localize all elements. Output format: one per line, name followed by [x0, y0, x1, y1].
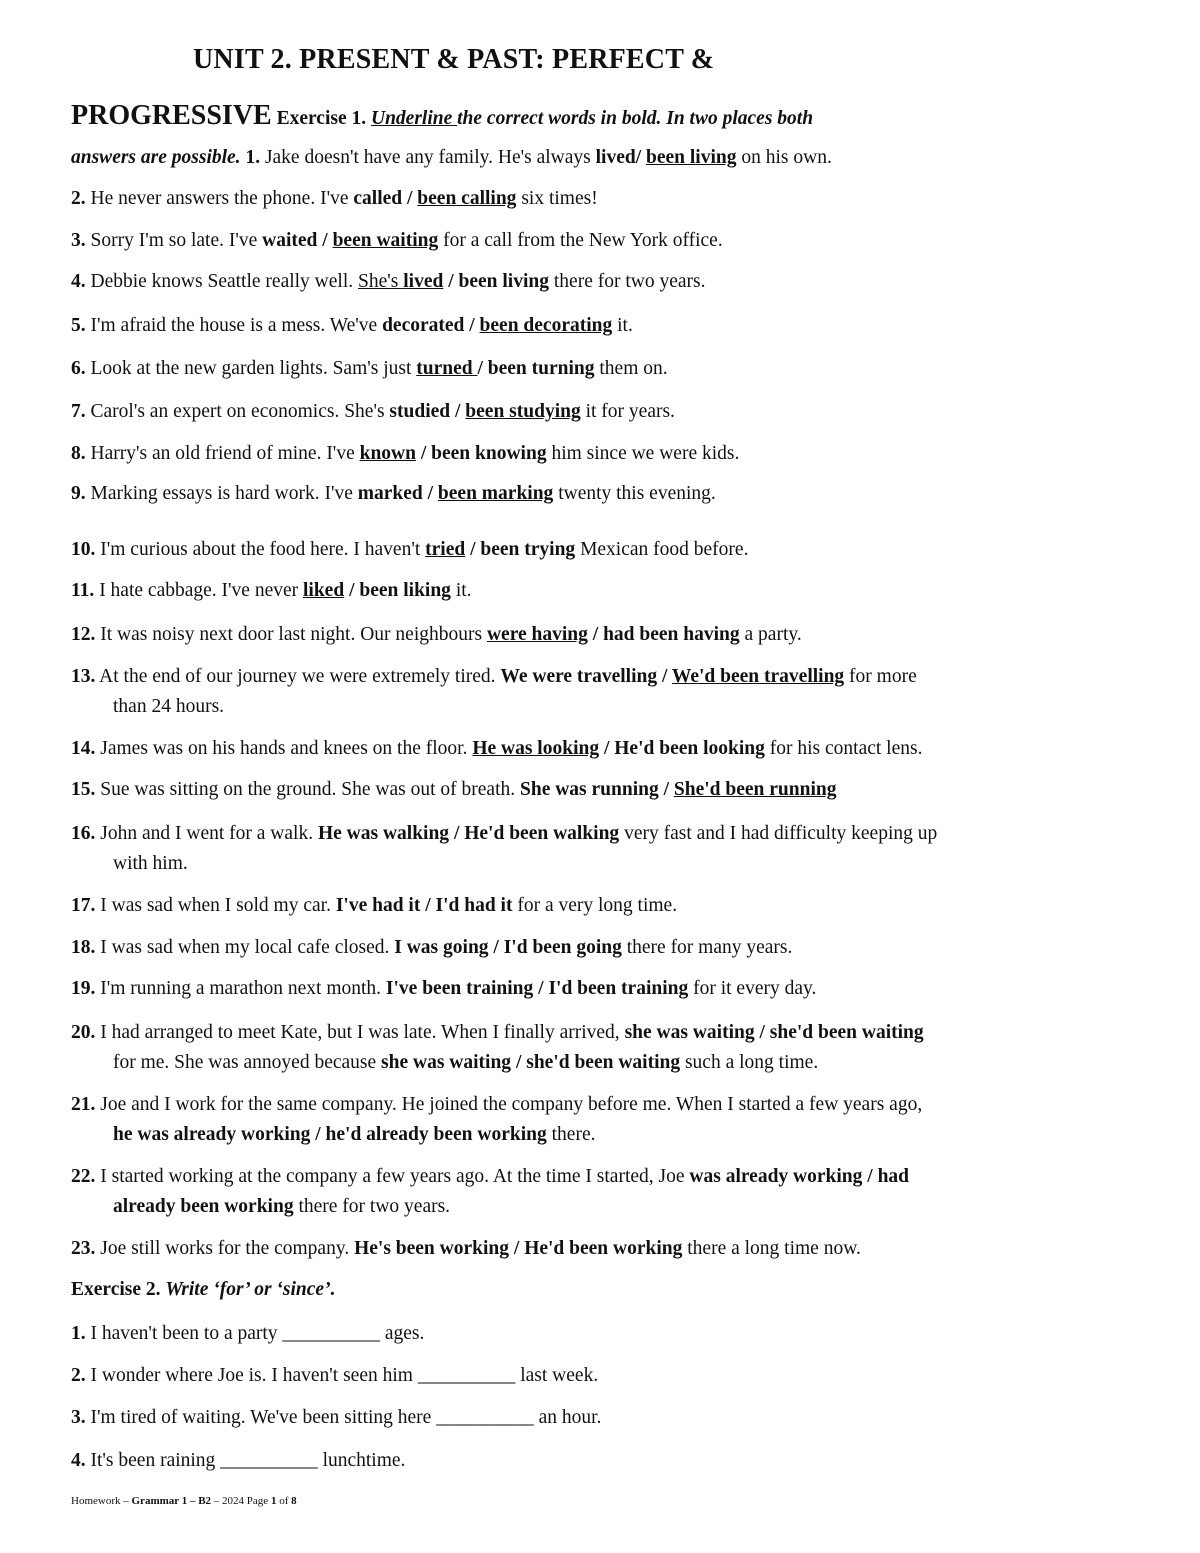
answer-blank[interactable]: __________ [282, 1323, 380, 1344]
item-text: He never answers the phone. I've [85, 188, 354, 209]
option-a: liked [303, 580, 345, 601]
item-number: 20. [71, 1022, 96, 1043]
item-text: there. [546, 1124, 596, 1145]
option-a: waited [262, 230, 318, 251]
exercise1-item-18: 18. I was sad when my local cafe closed. I was going / I'd been going there for many years. [71, 937, 793, 958]
item-number: 22. [71, 1166, 96, 1187]
item-number: 17. [71, 895, 96, 916]
exercise1-item-5: 5. I'm afraid the house is a mess. We've decorated / been decorating it. [71, 315, 633, 336]
item-number: 11. [71, 580, 95, 601]
item-text: James was on his hands and knees on the floor. [95, 738, 473, 759]
exercise2-instruction: Write ‘for’ or ‘since’. [165, 1279, 336, 1300]
footer-text: Homework – [71, 1495, 132, 1507]
exercise1-item-4: 4. Debbie knows Seattle really well. She's lived / been living there for two years. [71, 271, 706, 292]
option-b: been living [458, 271, 549, 292]
exercise1-instruction: the correct words in bold. In two places both [457, 108, 814, 129]
option-a: studied [389, 401, 451, 422]
item-text: there a long time now. [682, 1238, 861, 1259]
answer-blank[interactable]: __________ [220, 1450, 318, 1471]
exercise1-item-2: 2. He never answers the phone. I've called / been calling six times! [71, 188, 598, 209]
exercise1-item-21-cont: he was already working / he'd already been working there. [113, 1124, 596, 1145]
item-number: 5. [71, 315, 86, 336]
item-text: there for two years. [549, 271, 706, 292]
option-b: been studying [465, 401, 581, 422]
exercise1-item-7: 7. Carol's an expert on economics. She's studied / been studying it for years. [71, 401, 675, 422]
item-text: a party. [739, 624, 802, 645]
item-text: there for two years. [293, 1196, 451, 1217]
option-a: He's been working [354, 1238, 510, 1259]
option-a: turned [416, 358, 478, 379]
option-b: been marking [437, 483, 554, 504]
option-b: been waiting [332, 230, 439, 251]
item-text: Joe still works for the company. [95, 1238, 355, 1259]
exercise2-label: Exercise 2. [71, 1279, 161, 1300]
item-text: there for many years. [621, 937, 793, 958]
item-text: such a long time. [680, 1052, 819, 1073]
exercise1-item-20-cont: for me. She was annoyed because she was waiting / she'd been waiting such a long time. [113, 1052, 819, 1073]
exercise1-item-3: 3. Sorry I'm so late. I've waited / been waiting for a call from the New York office. [71, 230, 723, 251]
item-text: for more [844, 666, 917, 687]
option-a: She was running [520, 779, 659, 800]
exercise1-item-9: 9. Marking essays is hard work. I've marked / been marking twenty this evening. [71, 483, 716, 504]
item-text: I had arranged to meet Kate, but I was late. When I finally arrived, [95, 1022, 625, 1043]
item-text: for a very long time. [512, 895, 678, 916]
exercise1-item-16-cont [71, 849, 1173, 879]
option-a: she was waiting [624, 1022, 755, 1043]
exercise1-item-13-cont [71, 692, 1173, 722]
item-number: 7. [71, 401, 86, 422]
exercise1-item-14: 14. James was on his hands and knees on the floor. He was looking / He'd been looking for his contact lens. [71, 738, 923, 759]
exercise1-item-10: 10. I'm curious about the food here. I haven't tried / been trying Mexican food before. [71, 539, 749, 560]
item-text: Carol's an expert on economics. She's [85, 401, 390, 422]
item-text: for me. She was annoyed because [113, 1052, 382, 1073]
item-number: 12. [71, 624, 96, 645]
exercise1-item-1 [71, 143, 1131, 173]
option-a: marked [357, 483, 423, 504]
option-b: been trying [480, 539, 576, 560]
option-b: She'd been running [673, 779, 837, 800]
option-b: He'd been looking [614, 738, 765, 759]
exercise1-item-19: 19. I'm running a marathon next month. I've been training / I'd been training for it every day. [71, 978, 817, 999]
item-text: Mexican food before. [575, 539, 749, 560]
item-number: 2. [71, 1365, 86, 1386]
item-text: for a call from the New York office. [438, 230, 723, 251]
option-a: known [359, 443, 416, 464]
exercise1-item-17: 17. I was sad when I sold my car. I've had it / I'd had it for a very long time. [71, 895, 678, 916]
option-a: decorated [382, 315, 465, 336]
option-b: had been having [603, 624, 740, 645]
item-text: I wonder where Joe is. I haven't seen him [85, 1365, 418, 1386]
unit-title: UNIT 2. PRESENT & PAST: PERFECT & [193, 44, 715, 75]
item-text: lunchtime. [317, 1450, 406, 1471]
option-a: We were travelling [500, 666, 658, 687]
option-b: he'd already been working [325, 1124, 547, 1145]
option-a: she was waiting [381, 1052, 512, 1073]
exercise1-item-22: 22. I started working at the company a few years ago. At the time I started, Joe was already working / had [71, 1166, 910, 1187]
option-a: I've been training [385, 978, 534, 999]
footer-page-number: 1 [270, 1495, 277, 1507]
answer-blank[interactable]: __________ [436, 1407, 534, 1428]
item-text: I was sad when I sold my car. [95, 895, 336, 916]
item-number: 1. [245, 147, 261, 168]
item-text: I'm running a marathon next month. [95, 978, 386, 999]
item-number: 3. [71, 1407, 86, 1428]
unit-title-cont: PROGRESSIVE [71, 100, 272, 131]
option-a: I've had it [335, 895, 421, 916]
item-number: 13. [71, 666, 96, 687]
item-text: than 24 hours. [113, 696, 225, 717]
option-b: she'd been waiting [526, 1052, 681, 1073]
item-text: six times! [516, 188, 598, 209]
exercise1-item-21 [71, 1090, 1131, 1120]
option-a: He was walking [317, 823, 450, 844]
item-text: John and I went for a walk. [95, 823, 318, 844]
item-text: Sue was sitting on the ground. She was out of breath. [95, 779, 520, 800]
item-text: them on. [594, 358, 668, 379]
item-text: It was noisy next door last night. Our neighbours [95, 624, 487, 645]
item-text: very fast and I had difficulty keeping up [619, 823, 938, 844]
option-b: I'd had it [435, 895, 513, 916]
item-number: 6. [71, 358, 86, 379]
exercise1-item-8: 8. Harry's an old friend of mine. I've known / been knowing him since we were kids. [71, 443, 740, 464]
exercise2-item-3 [71, 1403, 1131, 1433]
option-a: tried [425, 539, 466, 560]
item-text: ages. [379, 1323, 425, 1344]
option-b: been decorating [479, 315, 613, 336]
option-b: I'd been training [548, 978, 689, 999]
exercise1-label: Exercise 1. [276, 108, 367, 129]
page-footer [71, 1495, 297, 1507]
exercise1-item-11: 11. I hate cabbage. I've never liked / been liking it. [71, 580, 472, 601]
exercise1-item-23: 23. Joe still works for the company. He's been working / He'd been working there a long time now. [71, 1238, 861, 1259]
item-text: on his own. [736, 147, 832, 168]
option-b: been calling [417, 188, 517, 209]
item-number: 15. [71, 779, 96, 800]
option-a: lived/ [595, 147, 642, 168]
item-number: 3. [71, 230, 86, 251]
item-text: I'm curious about the food here. I haven't [95, 539, 426, 560]
item-text: Marking essays is hard work. I've [85, 483, 358, 504]
item-text: Sorry I'm so late. I've [85, 230, 263, 251]
option-b: been turning [487, 358, 595, 379]
item-text: Debbie knows Seattle really well. [85, 271, 359, 292]
item-text: At the end of our journey we were extremely tired. [95, 666, 501, 687]
item-text: I was sad when my local cafe closed. [95, 937, 395, 958]
exercise1-item-6: 6. Look at the new garden lights. Sam's just turned / been turning them on. [71, 358, 668, 379]
item-text: it for years. [580, 401, 675, 422]
item-text: twenty this evening. [553, 483, 716, 504]
option-a: lived [403, 271, 444, 292]
item-text: It's been raining [85, 1450, 221, 1471]
item-number: 14. [71, 738, 96, 759]
exercise1-item-12: 12. It was noisy next door last night. Our neighbours were having / had been having a party. [71, 624, 802, 645]
item-text: it. [612, 315, 633, 336]
item-text: I haven't been to a party [85, 1323, 283, 1344]
exercise2-item-2 [71, 1361, 1131, 1391]
item-text: it. [450, 580, 472, 601]
item-text: last week. [515, 1365, 599, 1386]
option-a: He was looking [472, 738, 600, 759]
item-number: 2. [71, 188, 86, 209]
option-b: I'd been going [503, 937, 622, 958]
item-text: Harry's an old friend of mine. I've [85, 443, 360, 464]
option-a: he was already working [113, 1124, 311, 1145]
option-a: I was going [394, 937, 489, 958]
option-b: been knowing [431, 443, 547, 464]
item-number: 9. [71, 483, 86, 504]
title-line-2 [71, 98, 1131, 137]
item-text: with him. [113, 853, 188, 874]
answer-blank[interactable]: __________ [417, 1365, 516, 1386]
item-text: I'm afraid the house is a mess. We've [85, 315, 383, 336]
option-a: were having [486, 624, 588, 645]
option-b: He'd been working [524, 1238, 683, 1259]
item-text-underlined: She's [358, 271, 404, 292]
item-number: 10. [71, 539, 96, 560]
item-number: 16. [71, 823, 96, 844]
item-text: him since we were kids. [546, 443, 740, 464]
option-b: We'd been travelling [671, 666, 845, 687]
item-text: Joe and I work for the same company. He joined the company before me. When I started a few years ago, [95, 1094, 923, 1115]
item-text: Jake doesn't have any family. He's always [260, 147, 596, 168]
footer-course: Grammar 1 – B2 [131, 1495, 212, 1507]
exercise1-instruction-underline: Underline [371, 108, 458, 129]
option-b: been liking [359, 580, 451, 601]
item-text: I hate cabbage. I've never [94, 580, 303, 601]
exercise2-item-1 [71, 1319, 1131, 1349]
item-number: 18. [71, 937, 96, 958]
exercise1-instruction-cont: answers are possible. [71, 147, 241, 168]
option-a: called [353, 188, 403, 209]
item-number: 4. [71, 271, 86, 292]
footer-page-total: 8 [291, 1495, 297, 1507]
option-b: been living [646, 147, 737, 168]
item-text: an hour. [533, 1407, 602, 1428]
exercise2-heading [71, 1275, 1131, 1305]
option-b: had [877, 1166, 910, 1187]
exercise1-item-22-cont [71, 1192, 1173, 1222]
item-number: 21. [71, 1094, 96, 1115]
option-b-cont: already been working [113, 1196, 294, 1217]
option-b: He'd been walking [464, 823, 620, 844]
footer-text: of [276, 1495, 292, 1507]
exercise1-item-15: 15. Sue was sitting on the ground. She was out of breath. She was running / She'd been running [71, 779, 837, 800]
item-number: 19. [71, 978, 96, 999]
item-text: Look at the new garden lights. Sam's just [85, 358, 417, 379]
exercise2-item-4 [71, 1446, 1131, 1476]
exercise1-item-13: 13. At the end of our journey we were extremely tired. We were travelling / We'd been travelling for more [71, 666, 917, 687]
item-text: for it every day. [688, 978, 817, 999]
item-text: I started working at the company a few years ago. At the time I started, Joe [95, 1166, 690, 1187]
option-a: was already working [689, 1166, 863, 1187]
footer-text: – 2024 Page [211, 1495, 271, 1507]
option-b: she'd been waiting [769, 1022, 924, 1043]
item-number: 23. [71, 1238, 96, 1259]
exercise1-item-16: 16. John and I went for a walk. He was walking / He'd been walking very fast and I had difficulty keeping up [71, 823, 938, 844]
item-number: 4. [71, 1450, 86, 1471]
item-number: 8. [71, 443, 86, 464]
item-text: for his contact lens. [764, 738, 923, 759]
exercise1-item-20: 20. I had arranged to meet Kate, but I was late. When I finally arrived, she was waiting / she'd been waiting [71, 1022, 924, 1043]
item-text: I'm tired of waiting. We've been sitting here [85, 1407, 437, 1428]
item-number: 1. [71, 1323, 86, 1344]
